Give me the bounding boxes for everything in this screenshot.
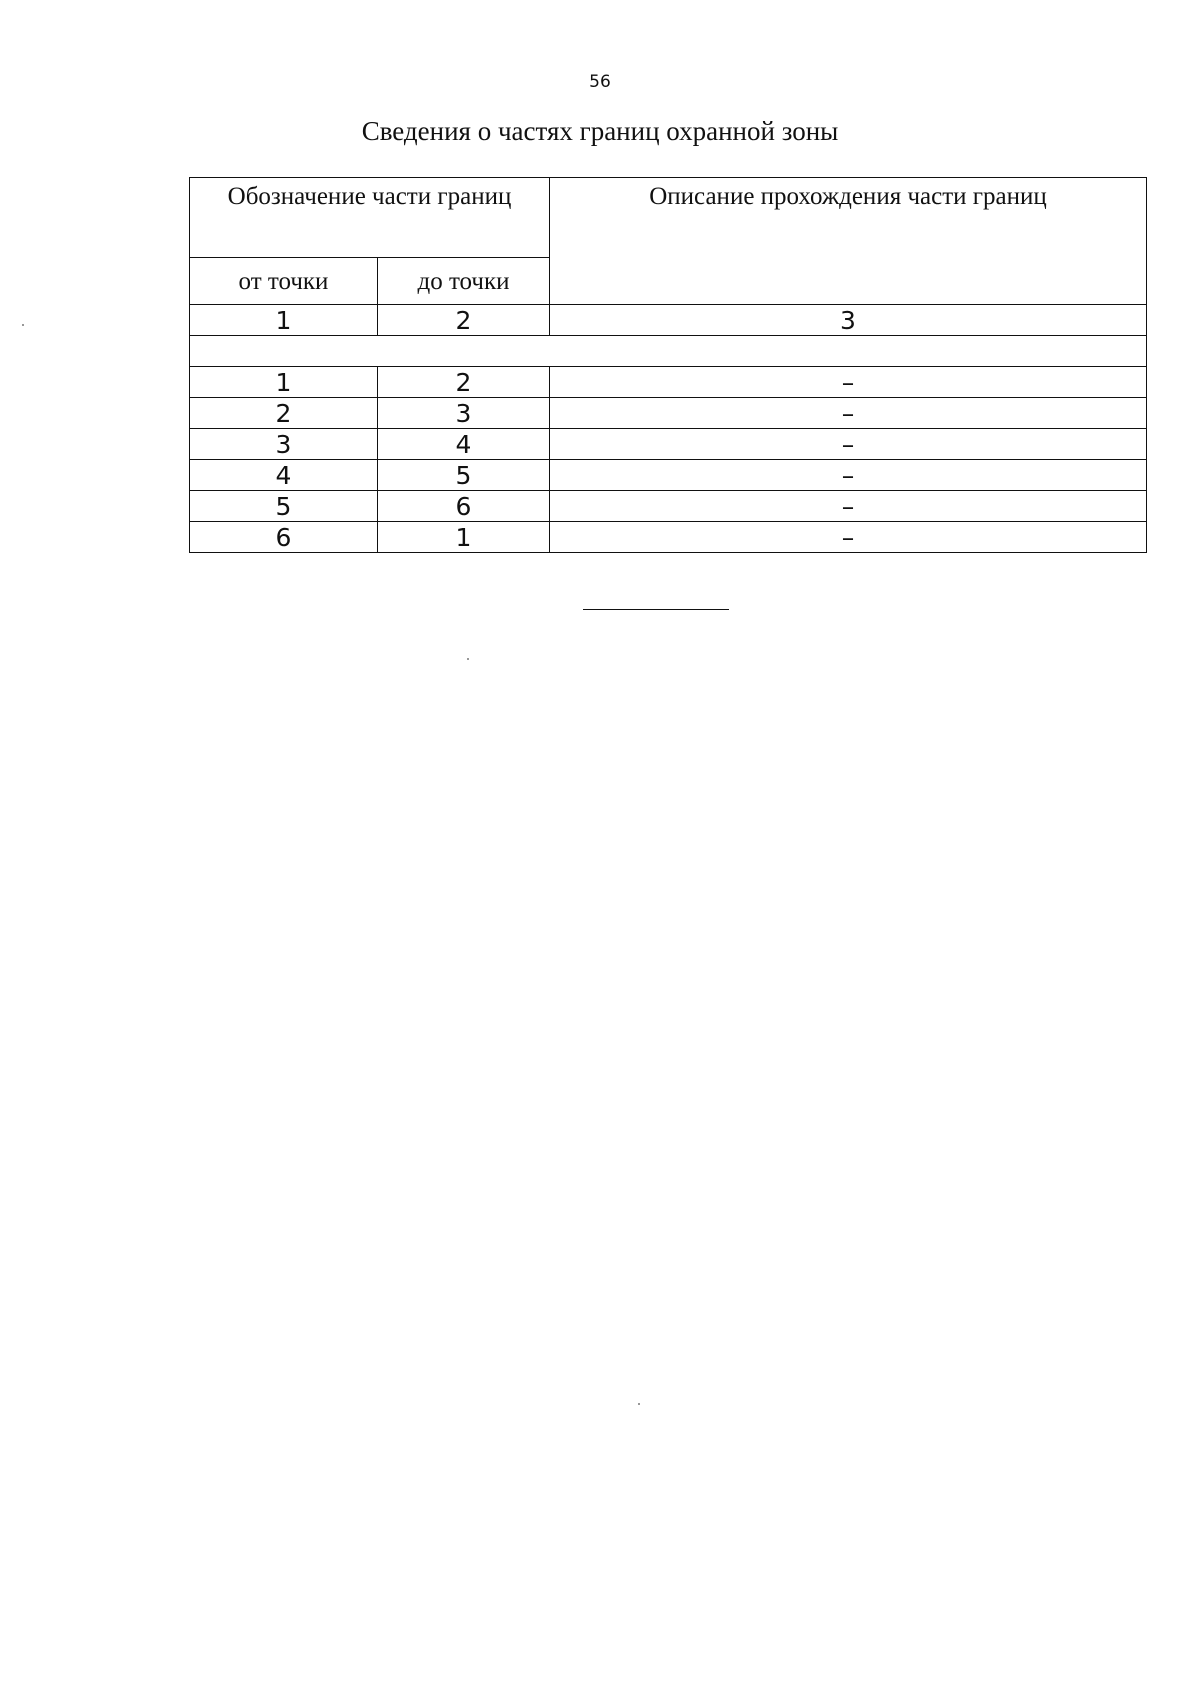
to-point-cell: 3 [378,398,550,429]
end-of-document-rule [583,609,729,610]
column-number-1: 1 [190,305,378,336]
column-number-row [190,305,1147,336]
header-from-point: от точки [190,258,378,305]
to-point-cell: 5 [378,460,550,491]
to-point-cell: 1 [378,522,550,553]
to-point-cell: 6 [378,491,550,522]
page-number: 56 [589,72,611,92]
to-point-cell: 4 [378,429,550,460]
table-row [190,367,1147,398]
description-cell: – [550,398,1147,429]
column-number-3: 3 [550,305,1147,336]
table-row [190,522,1147,553]
header-description: Описание прохождения части границ [550,178,1147,305]
table-row [190,491,1147,522]
scan-speck [467,658,469,660]
table-row [190,398,1147,429]
to-point-cell: 2 [378,367,550,398]
scan-speck [638,1403,640,1405]
boundary-parts-table [189,177,1147,553]
from-point-cell: 4 [190,460,378,491]
from-point-cell: 6 [190,522,378,553]
column-number-2: 2 [378,305,550,336]
section-row [190,336,1147,367]
description-cell: – [550,522,1147,553]
section-label [190,336,1147,367]
scan-speck [22,324,24,326]
description-cell: – [550,460,1147,491]
description-cell: – [550,491,1147,522]
page-title: Сведения о частях границ охранной зоны [361,116,839,146]
from-point-cell: 5 [190,491,378,522]
description-cell: – [550,429,1147,460]
table-row [190,460,1147,491]
from-point-cell: 3 [190,429,378,460]
from-point-cell: 2 [190,398,378,429]
description-cell: – [550,367,1147,398]
table-row [190,429,1147,460]
header-designation: Обозначение части границ [190,178,550,258]
from-point-cell: 1 [190,367,378,398]
header-to-point: до точки [378,258,550,305]
table-header-row [190,178,1147,258]
